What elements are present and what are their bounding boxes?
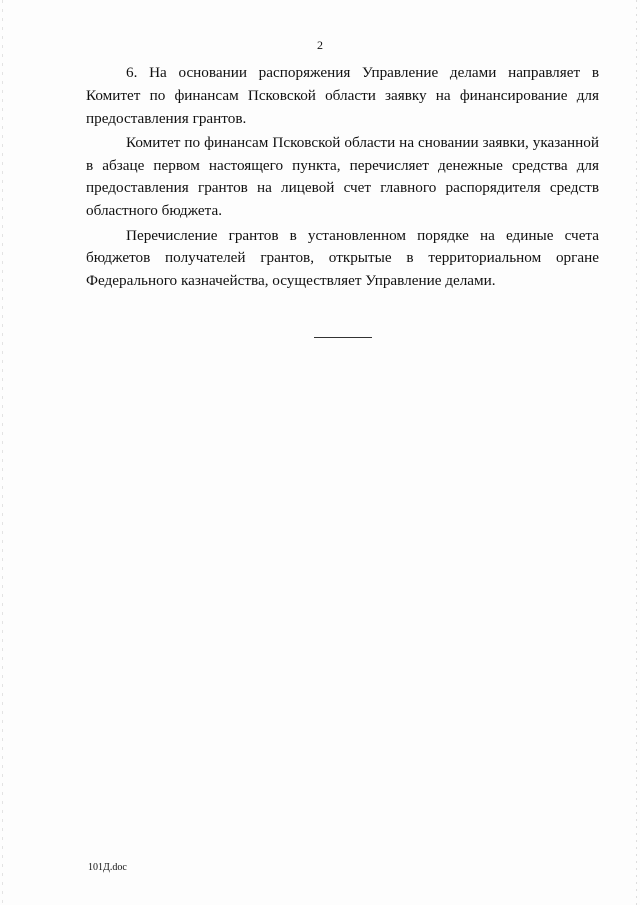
paragraph-funds-transfer: Комитет по финансам Псковской области на сновании заявки, указанной в абзаце первом настоящего пункта, перечисляет денежные средства для предоставления грантов на лицевой счет главного распорядителя средств областного бюджета. — [86, 133, 599, 220]
scan-edge-right — [636, 0, 637, 905]
paragraph-funding-request: 6. На основании распоряжения Управление делами направляет в Комитет по финансам Псковской области заявку на финансирование для предоставления грантов. — [86, 64, 599, 127]
footer-filename: 101Д.doc — [88, 862, 127, 873]
end-separator-line — [314, 337, 372, 338]
page-number: 2 — [317, 38, 323, 52]
paragraph-grant-transfer: Перечисление грантов в установленном порядке на единые счета бюджетов получателей грантов, открытые в территориальном органе Федерального казначейства, осуществляет Управление делами. — [86, 226, 599, 290]
scan-edge-left — [2, 0, 3, 905]
document-body — [86, 62, 599, 294]
